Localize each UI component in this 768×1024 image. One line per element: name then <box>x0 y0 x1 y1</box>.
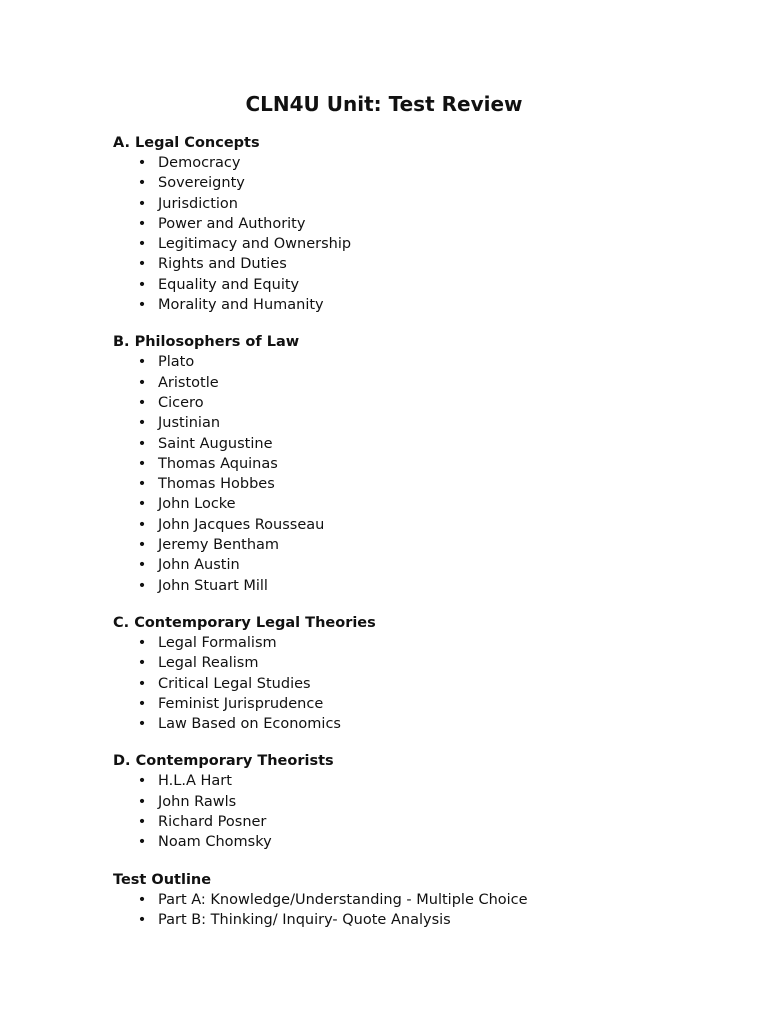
bullet-icon: • <box>137 911 147 928</box>
section-contemporary-legal-theories <box>113 613 713 734</box>
bullet-icon: • <box>137 577 147 594</box>
bullet-icon: • <box>137 834 147 851</box>
list-item <box>113 832 713 852</box>
list-item-text: Legal Realism <box>158 655 259 672</box>
list-item <box>113 275 713 295</box>
bullet-icon: • <box>137 394 147 411</box>
list-item-text: Thomas Hobbes <box>158 476 275 493</box>
list-item-text: Equality and Equity <box>158 276 300 293</box>
list-item <box>113 393 713 413</box>
bullet-icon: • <box>137 496 147 513</box>
item-list <box>113 633 713 734</box>
section-heading: D. Contemporary Theorists <box>113 753 334 770</box>
section-heading: C. Contemporary Legal Theories <box>113 614 376 631</box>
page-title: CLN4U Unit: Test Review <box>245 92 523 116</box>
item-list <box>113 890 713 931</box>
bullet-icon: • <box>137 256 147 273</box>
list-item-text: Plato <box>158 354 195 371</box>
list-item-text: John Locke <box>158 496 236 513</box>
list-item-text: Jeremy Bentham <box>158 537 280 554</box>
list-item-text: Jurisdiction <box>158 195 238 212</box>
list-item-text: Richard Posner <box>158 814 267 831</box>
list-item-text: John Austin <box>158 557 240 574</box>
list-item <box>113 633 713 653</box>
bullet-icon: • <box>137 476 147 493</box>
document-body <box>113 133 713 947</box>
bullet-icon: • <box>137 297 147 314</box>
list-item <box>113 792 713 812</box>
bullet-icon: • <box>137 195 147 212</box>
section-test-outline <box>113 870 713 931</box>
bullet-icon: • <box>137 155 147 171</box>
bullet-icon: • <box>137 516 147 533</box>
list-item <box>113 254 713 274</box>
list-item <box>113 771 713 791</box>
section-heading: A. Legal Concepts <box>113 135 260 151</box>
list-item <box>113 515 713 535</box>
bullet-icon: • <box>137 455 147 472</box>
list-item-text: Legal Formalism <box>158 634 277 651</box>
list-item-text: H.L.A Hart <box>158 773 232 790</box>
bullet-icon: • <box>137 537 147 554</box>
list-item <box>113 434 713 454</box>
item-list <box>113 352 713 596</box>
list-item <box>113 812 713 832</box>
list-item <box>113 474 713 494</box>
bullet-icon: • <box>137 716 147 733</box>
list-item-text: Democracy <box>158 155 241 171</box>
bullet-icon: • <box>137 236 147 253</box>
list-item-text: Feminist Jurisprudence <box>158 695 324 712</box>
bullet-icon: • <box>137 655 147 672</box>
item-list <box>113 153 713 315</box>
list-item <box>113 494 713 514</box>
bullet-icon: • <box>137 557 147 574</box>
list-item <box>113 576 713 596</box>
list-item <box>113 694 713 714</box>
list-item <box>113 910 713 930</box>
list-item <box>113 352 713 372</box>
section-heading: Test Outline <box>113 871 212 888</box>
bullet-icon: • <box>137 773 147 790</box>
item-list <box>113 771 713 852</box>
list-item-text: John Jacques Rousseau <box>158 516 325 533</box>
list-item <box>113 674 713 694</box>
list-item-text: Cicero <box>158 394 204 411</box>
bullet-icon: • <box>137 814 147 831</box>
bullet-icon: • <box>137 634 147 651</box>
bullet-icon: • <box>137 435 147 452</box>
list-item-text: Legitimacy and Ownership <box>158 236 352 253</box>
list-item <box>113 234 713 254</box>
list-item <box>113 173 713 193</box>
list-item <box>113 535 713 555</box>
list-item-text: Thomas Aquinas <box>158 455 278 472</box>
list-item-text: Part A: Knowledge/Understanding - Multiple Choice <box>158 891 528 908</box>
list-item-text: Law Based on Economics <box>158 716 341 733</box>
list-item <box>113 153 713 173</box>
list-item-text: Power and Authority <box>158 215 306 232</box>
list-item-text: Sovereignty <box>158 175 245 192</box>
bullet-icon: • <box>137 793 147 810</box>
list-item-text: Critical Legal Studies <box>158 675 311 692</box>
list-item <box>113 890 713 910</box>
list-item-text: Part B: Thinking/ Inquiry- Quote Analysis <box>158 911 451 928</box>
list-item-text: Justinian <box>158 415 221 432</box>
list-item-text: John Rawls <box>158 793 237 810</box>
section-heading: B. Philosophers of Law <box>113 334 300 351</box>
list-item <box>113 214 713 234</box>
list-item-text: John Stuart Mill <box>158 577 268 594</box>
list-item <box>113 714 713 734</box>
bullet-icon: • <box>137 675 147 692</box>
list-item <box>113 555 713 575</box>
list-item-text: Saint Augustine <box>158 435 273 452</box>
list-item <box>113 295 713 315</box>
bullet-icon: • <box>137 276 147 293</box>
bullet-icon: • <box>137 354 147 371</box>
bullet-icon: • <box>137 695 147 712</box>
list-item <box>113 194 713 214</box>
bullet-icon: • <box>137 415 147 432</box>
list-item <box>113 373 713 393</box>
bullet-icon: • <box>137 175 147 192</box>
bullet-icon: • <box>137 215 147 232</box>
bullet-icon: • <box>137 374 147 391</box>
section-philosophers-of-law <box>113 332 713 596</box>
list-item-text: Rights and Duties <box>158 256 287 273</box>
list-item-text: Morality and Humanity <box>158 297 324 314</box>
list-item-text: Aristotle <box>158 374 219 391</box>
list-item <box>113 413 713 433</box>
bullet-icon: • <box>137 891 147 908</box>
section-legal-concepts <box>113 133 713 315</box>
section-contemporary-theorists <box>113 751 713 852</box>
list-item-text: Noam Chomsky <box>158 834 272 851</box>
list-item <box>113 454 713 474</box>
list-item <box>113 653 713 673</box>
